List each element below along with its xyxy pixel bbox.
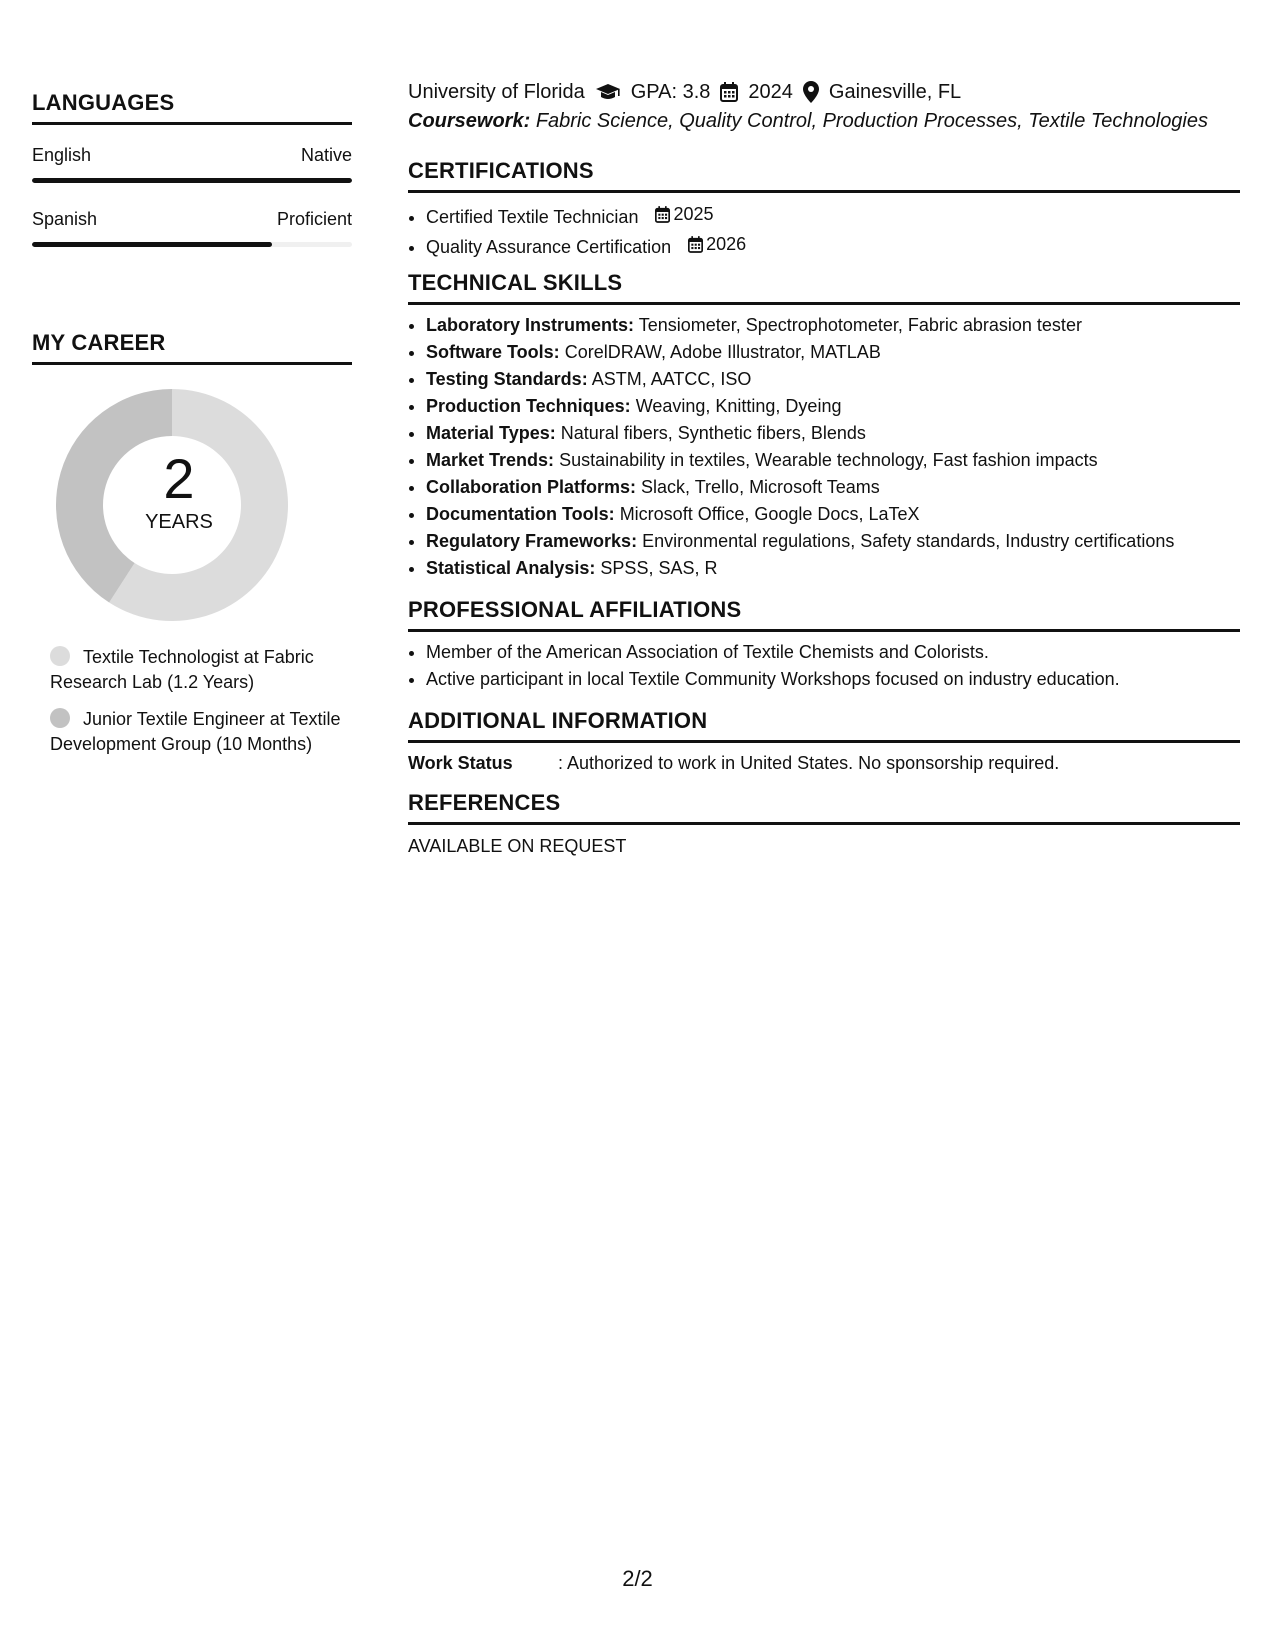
language-level-bar-fill: [32, 242, 272, 247]
technical-skill-label: Statistical Analysis:: [426, 558, 596, 578]
career-heading: MY CAREER: [32, 330, 352, 365]
technical-skill-item: [426, 474, 1240, 501]
technical-skill-label: Material Types:: [426, 423, 556, 443]
calendar-icon: [720, 82, 738, 102]
languages-heading: LANGUAGES: [32, 90, 352, 125]
technical-skill-item: [426, 528, 1240, 555]
coursework-label: Coursework:: [408, 110, 531, 132]
technical-skill-value: Slack, Trello, Microsoft Teams: [641, 477, 880, 497]
references-section: [408, 790, 1240, 857]
technical-skill-item: [426, 420, 1240, 447]
technical-skills-list: [408, 312, 1240, 582]
career-section: [32, 330, 352, 757]
affiliation-item: • Active participant in local Textile Community Workshops focused on industry education.: [426, 666, 1240, 693]
technical-skill-value: Tensiometer, Spectrophotometer, Fabric abrasion tester: [638, 315, 1082, 335]
technical-skill-value: Natural fibers, Synthetic fibers, Blends: [560, 423, 866, 443]
gpa: GPA: 3.8: [630, 80, 711, 103]
language-level-bar: [32, 242, 352, 247]
additional-information-section: [408, 708, 1240, 774]
affiliations-section: [408, 597, 1240, 693]
work-status-label: Work Status: [408, 753, 513, 773]
technical-skill-label: Market Trends:: [426, 450, 555, 470]
technical-skill-value: Weaving, Knitting, Dyeing: [635, 396, 842, 416]
career-total-unit: YEARS: [145, 511, 213, 533]
technical-skill-label: Regulatory Frameworks:: [426, 531, 638, 551]
certifications-heading: CERTIFICATIONS: [408, 158, 1240, 193]
technical-skill-label: Production Techniques:: [426, 396, 631, 416]
career-donut-chart: [32, 365, 352, 635]
language-level: Native: [300, 145, 352, 165]
references-text: AVAILABLE ON REQUEST: [408, 836, 627, 856]
technical-skill-label: Collaboration Platforms:: [426, 477, 637, 497]
education-block: [408, 78, 1240, 133]
technical-skill-item: [426, 339, 1240, 366]
career-legend: [32, 645, 352, 757]
calendar-icon: [688, 236, 703, 253]
education-line: [408, 78, 1240, 106]
certification-name: Certified Textile Technician: [426, 207, 639, 227]
certification-name: Quality Assurance Certification: [426, 237, 672, 257]
page-number: 2/2: [622, 1566, 653, 1591]
certifications-list: [408, 201, 1240, 261]
legend-dot: [50, 646, 70, 666]
school-name: University of Florida: [408, 80, 585, 103]
affiliation-item: • Member of the American Association of Textile Chemists and Colorists.: [426, 639, 1240, 666]
work-status-value: : Authorized to work in United States. No sponsorship required.: [558, 753, 1060, 773]
language-name: English: [32, 145, 92, 165]
affiliations-heading: PROFESSIONAL AFFILIATIONS: [408, 597, 1240, 632]
affiliations-list: [408, 639, 1240, 693]
work-status: [408, 753, 1240, 774]
technical-skill-value: CorelDRAW, Adobe Illustrator, MATLAB: [564, 342, 881, 362]
technical-skills-section: [408, 270, 1240, 582]
technical-skill-value: SPSS, SAS, R: [600, 558, 718, 578]
language-level-bar-fill: [32, 178, 352, 183]
technical-skill-value: Environmental regulations, Safety standards, Industry certifications: [642, 531, 1175, 551]
language-name: Spanish: [32, 209, 98, 229]
technical-skill-item: [426, 312, 1240, 339]
technical-skill-value: Sustainability in textiles, Wearable technology, Fast fashion impacts: [559, 450, 1098, 470]
technical-skill-item: [426, 393, 1240, 420]
school-location: Gainesville, FL: [828, 80, 962, 103]
language-item: [32, 145, 352, 183]
technical-skill-item: [426, 366, 1240, 393]
graduation-year: 2024: [748, 80, 793, 103]
certification-item: [426, 231, 1240, 261]
technical-skill-label: Software Tools:: [426, 342, 560, 362]
additional-information-heading: ADDITIONAL INFORMATION: [408, 708, 1240, 743]
technical-skills-heading: TECHNICAL SKILLS: [408, 270, 1240, 305]
technical-skill-label: Documentation Tools:: [426, 504, 615, 524]
coursework: [408, 110, 1240, 133]
map-pin-icon: [803, 81, 819, 103]
technical-skill-value: ASTM, AATCC, ISO: [591, 369, 752, 389]
certifications-section: [408, 158, 1240, 261]
coursework-value: Fabric Science, Quality Control, Production Processes, Textile Technologies: [535, 110, 1208, 132]
career-total-number: 2: [163, 447, 195, 510]
career-legend-item: [32, 707, 352, 757]
references-heading: REFERENCES: [408, 790, 1240, 825]
language-level-bar: [32, 178, 352, 183]
technical-skill-label: Laboratory Instruments:: [426, 315, 635, 335]
legend-dot: [50, 708, 70, 728]
language-level: Proficient: [276, 209, 352, 229]
technical-skill-label: Testing Standards:: [426, 369, 588, 389]
technical-skill-item: [426, 555, 1240, 582]
calendar-icon: [655, 206, 670, 223]
graduation-cap-icon: [595, 82, 621, 102]
certification-year: 2026: [706, 234, 747, 254]
career-legend-label: Junior Textile Engineer at Textile Development Group (10 Months): [50, 709, 341, 754]
languages-section: [32, 90, 352, 247]
certification-year: 2025: [673, 204, 714, 224]
language-item: [32, 209, 352, 247]
technical-skill-item: [426, 447, 1240, 474]
technical-skill-item: [426, 501, 1240, 528]
technical-skill-value: Microsoft Office, Google Docs, LaTeX: [619, 504, 920, 524]
certification-item: [426, 201, 1240, 231]
career-legend-label: Textile Technologist at Fabric Research Lab (1.2 Years): [50, 647, 314, 692]
career-legend-item: [32, 645, 352, 695]
